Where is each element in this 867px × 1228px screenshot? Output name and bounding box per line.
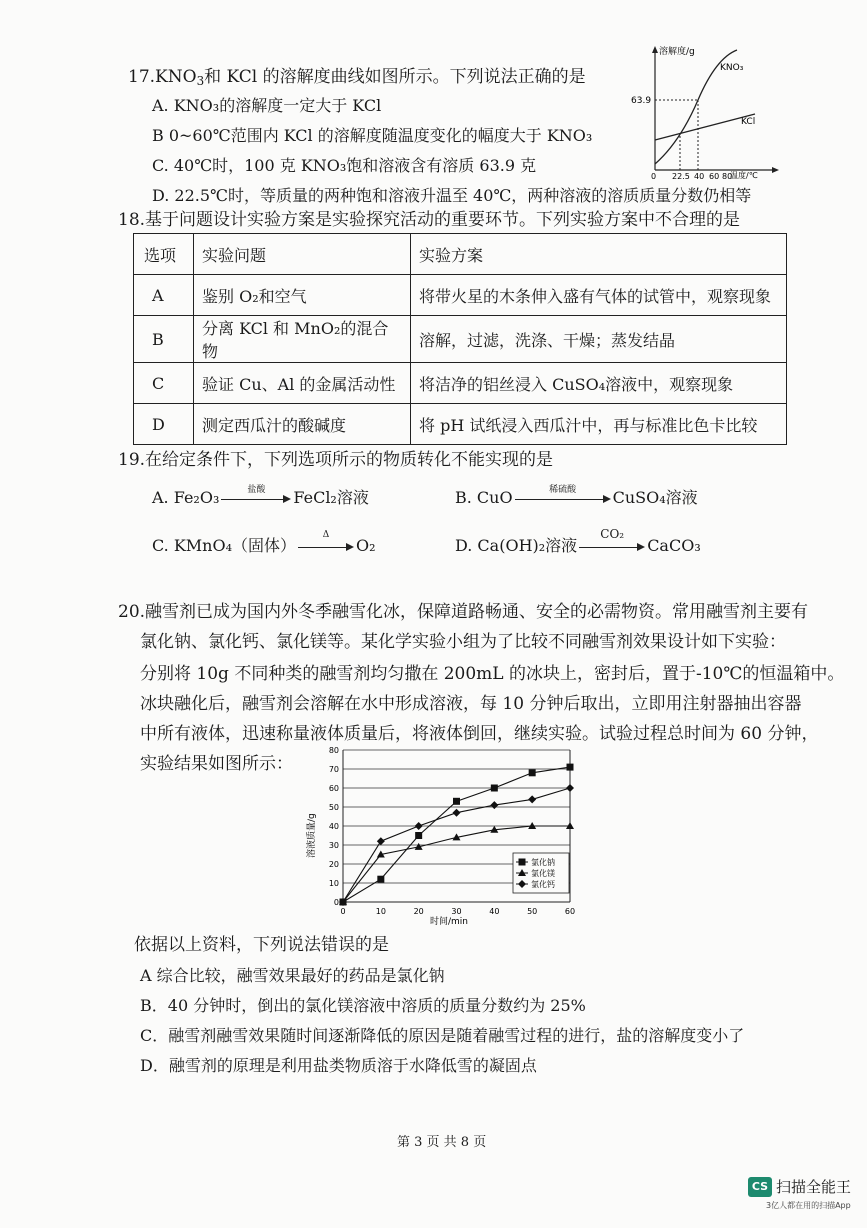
table-row xyxy=(134,275,787,316)
table-header: 实验问题 xyxy=(194,234,411,275)
table-header: 实验方案 xyxy=(411,234,787,275)
scanner-watermark xyxy=(748,1176,852,1210)
scanner-name: 扫描全能王 xyxy=(776,1178,852,1196)
diamond-marker xyxy=(566,784,574,792)
q19-option-b: B. CuO 稀硫酸 CuSO₄溶液 xyxy=(455,484,698,507)
table-cell: 鉴别 O₂和空气 xyxy=(194,275,411,316)
page-number: 第 3 页 共 8 页 xyxy=(397,1135,487,1150)
q20-line-4: 冰块融化后，融雪剂会溶解在水中形成溶液，每 10 分钟后取出，立即用注射器抽出容器 xyxy=(140,694,802,714)
diamond-marker xyxy=(490,801,498,809)
square-marker xyxy=(377,876,384,883)
x-tick-label: 10 xyxy=(375,907,386,916)
q20-line-3: 分别将 10g 不同种类的融雪剂均匀撒在 200mL 的冰块上，密封后，置于-10℃的恒温箱中。 xyxy=(140,664,845,684)
chart-xlabel: 时间/min xyxy=(430,917,469,927)
table-row xyxy=(134,316,787,363)
solubility-graph xyxy=(625,42,785,182)
q20-option-d: D．融雪剂的原理是利用盐类物质溶于水降低雪的凝固点 xyxy=(140,1056,537,1075)
x-tick-label: 0 xyxy=(340,907,346,916)
melting-chart xyxy=(300,740,590,935)
table-header: 选项 xyxy=(134,234,194,275)
chart-ylabel: 溶液质量/g xyxy=(307,813,317,858)
square-marker xyxy=(519,859,526,866)
q17-stem: $17.KNO_3$和 KCl 的溶解度曲线如图所示。下列说法正确的是 xyxy=(128,67,586,88)
table-row xyxy=(134,363,787,404)
graph-ytick: 63.9 xyxy=(631,96,652,106)
kcl-label: KCl xyxy=(741,117,756,127)
q20-option-c: C．融雪剂融雪效果随时间逐渐降低的原因是随着融雪过程的进行，盐的溶解度变小了 xyxy=(140,1026,745,1045)
q18-stem: 18.基于问题设计实验方案是实验探究活动的重要环节。下列实验方案中不合理的是 xyxy=(118,210,741,230)
kcl-curve xyxy=(655,114,755,140)
graph-xtick-3: 60 xyxy=(709,172,720,181)
graph-xtick-4: 80 xyxy=(722,172,733,181)
square-marker xyxy=(567,764,574,771)
y-tick-label: 30 xyxy=(328,841,339,850)
q20-option-a: A 综合比较，融雪效果最好的药品是氯化钠 xyxy=(140,966,445,985)
q20-line-6: 实验结果如图所示： xyxy=(140,754,293,774)
diamond-marker xyxy=(377,837,385,845)
q17-option-a: A. KNO₃的溶解度一定大于 KCl xyxy=(152,96,382,115)
q20-line-1: 20.融雪剂已成为国内外冬季融雪化冰，保障道路畅通、安全的必需物资。常用融雪剂主要有 xyxy=(118,602,809,622)
y-tick-label: 70 xyxy=(328,765,339,774)
experiment-table xyxy=(133,233,787,445)
square-marker xyxy=(415,832,422,839)
q17-option-b: B 0~60℃范围内 KCl 的溶解度随温度变化的幅度大于 KNO₃ xyxy=(152,126,593,145)
q19-option-a: A. Fe₂O₃ 盐酸 FeCl₂溶液 xyxy=(152,484,369,507)
x-tick-label: 60 xyxy=(564,907,576,916)
table-cell: D xyxy=(134,404,194,445)
table-header-row xyxy=(134,234,787,275)
table-row xyxy=(134,404,787,445)
q19-option-d: D. Ca(OH)₂溶液 CO₂ CaCO₃ xyxy=(455,526,701,555)
table-cell: 溶解，过滤，洗涤、干燥；蒸发结晶 xyxy=(411,316,787,363)
graph-xlabel: 温度/℃ xyxy=(730,171,758,180)
table-cell: 将 pH 试纸浸入西瓜汁中，再与标准比色卡比较 xyxy=(411,404,787,445)
y-tick-label: 10 xyxy=(328,879,339,888)
table-cell: 验证 Cu、Al 的金属活动性 xyxy=(194,363,411,404)
q19-stem: 19.在给定条件下，下列选项所示的物质转化不能实现的是 xyxy=(118,450,554,470)
chart-legend xyxy=(513,853,569,893)
graph-xtick-1: 22.5 xyxy=(672,172,690,181)
scanner-logo-icon: CS xyxy=(748,1177,772,1197)
diamond-marker xyxy=(415,822,423,830)
reaction-arrow: 盐酸 xyxy=(221,492,291,506)
table-cell: 将带火星的木条伸入盛有气体的试管中，观察现象 xyxy=(411,275,787,316)
q20-line-2: 氯化钠、氯化钙、氯化镁等。某化学实验小组为了比较不同融雪剂效果设计如下实验： xyxy=(140,632,786,652)
square-marker xyxy=(529,769,536,776)
table-cell: 分离 KCl 和 MnO₂的混合物 xyxy=(194,316,411,363)
square-marker xyxy=(453,798,460,805)
table-cell: 测定西瓜汁的酸碱度 xyxy=(194,404,411,445)
diamond-marker xyxy=(528,795,536,803)
x-tick-label: 40 xyxy=(489,907,500,916)
table-cell: 将洁净的铝丝浸入 CuSO₄溶液中，观察现象 xyxy=(411,363,787,404)
q20-question: 依据以上资料，下列说法错误的是 xyxy=(134,935,389,955)
reaction-arrow: Δ xyxy=(298,540,354,554)
q19-option-c: C. KMnO₄（固体） Δ O₂ xyxy=(152,529,376,555)
y-tick-label: 40 xyxy=(328,822,339,831)
table-cell: B xyxy=(134,316,194,363)
diamond-marker xyxy=(453,809,461,817)
kno3-label: KNO₃ xyxy=(720,63,744,73)
q20-option-b: B．40 分钟时，倒出的氯化镁溶液中溶质的质量分数约为 25% xyxy=(140,996,586,1015)
table-cell: A xyxy=(134,275,194,316)
x-tick-label: 30 xyxy=(451,907,462,916)
square-marker xyxy=(491,785,498,792)
y-tick-label: 60 xyxy=(328,784,339,793)
x-tick-label: 20 xyxy=(413,907,424,916)
scanner-slogan: 3亿人都在用的扫描App xyxy=(766,1201,851,1210)
y-tick-label: 20 xyxy=(328,860,339,869)
y-tick-label: 50 xyxy=(328,803,339,812)
graph-xtick-2: 40 xyxy=(694,172,705,181)
reaction-arrow: 稀硫酸 xyxy=(515,492,611,506)
x-tick-label: 50 xyxy=(527,907,538,916)
y-tick-label: 80 xyxy=(328,746,339,755)
q17-option-c: C. 40℃时，100 克 KNO₃饱和溶液含有溶质 63.9 克 xyxy=(152,156,537,175)
q20-line-5: 中所有液体，迅速称量液体质量后，将液体倒回，继续实验。试验过程总时间为 60 分钟， xyxy=(140,724,819,744)
graph-xtick-0: 0 xyxy=(651,172,657,181)
y-tick-label: 0 xyxy=(333,898,339,907)
legend-label: 氯化钙 xyxy=(531,880,555,889)
reaction-arrow: CO₂ xyxy=(579,540,645,554)
q17-option-d: D. 22.5℃时，等质量的两种饱和溶液升温至 40℃，两种溶液的溶质质量分数仍相等 xyxy=(152,186,752,205)
legend-label: 氯化镁 xyxy=(531,869,555,878)
legend-label: 氯化钠 xyxy=(531,858,555,867)
graph-ylabel: 溶解度/g xyxy=(659,47,695,57)
table-cell: C xyxy=(134,363,194,404)
